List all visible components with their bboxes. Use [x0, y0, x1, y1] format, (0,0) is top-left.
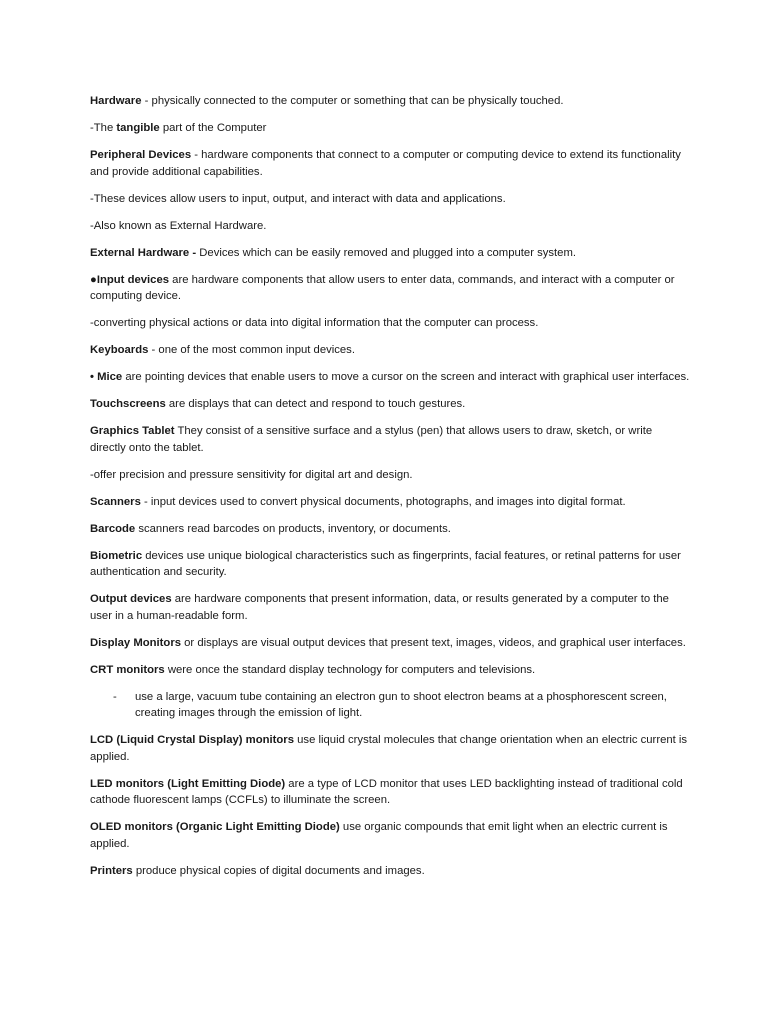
definition: are hardware components that allow users to enter data, commands, and interact with a computer or computing device. — [90, 273, 675, 302]
definition: - physically connected to the computer or something that can be physically touched. — [141, 95, 564, 107]
definition: produce physical copies of digital documents and images. — [132, 864, 425, 877]
term: External Hardware - — [90, 246, 197, 259]
term: OLED monitors (Organic Light Emitting Diode) — [90, 821, 340, 833]
document-body — [90, 93, 690, 890]
definition: Devices which can be easily removed and plugged into a computer system. — [196, 246, 577, 259]
paragraph-note: -These devices allow users to input, output, and interact with data and applications. — [90, 192, 506, 205]
definition: are a type of LCD monitor that uses LED backlighting instead of traditional cold cathode fluorescent lamps (CCFLs) to illuminate the screen. — [90, 777, 683, 806]
paragraph-barcode — [90, 521, 690, 538]
dash-bullet: - — [113, 690, 117, 703]
term: Graphics Tablet — [90, 425, 175, 437]
paragraph-mice — [90, 369, 690, 386]
term: Output devices — [90, 593, 172, 605]
definition: are displays that can detect and respond to touch gestures. — [165, 398, 466, 410]
term: Hardware — [90, 95, 142, 107]
paragraph-keyboards — [90, 342, 690, 359]
definition: - input devices used to convert physical documents, photographs, and images into digital format. — [140, 495, 626, 508]
paragraph-oled-monitors — [90, 819, 690, 852]
term: • Mice — [90, 371, 123, 383]
definition: part of the Computer — [159, 122, 267, 134]
term: tangible — [116, 122, 160, 134]
definition: scanners read barcodes on products, inventory, or documents. — [135, 522, 451, 535]
list-item — [90, 689, 690, 722]
paragraph-peripheral-devices — [90, 147, 690, 180]
paragraph-note: -offer precision and pressure sensitivity for digital art and design. — [90, 468, 413, 481]
definition: use liquid crystal molecules that change orientation when an electric current is applied. — [90, 734, 688, 763]
paragraph-printers — [90, 863, 690, 880]
paragraph-scanners — [90, 494, 690, 511]
definition: devices use unique biological characteristics such as fingerprints, facial features, or retinal patterns for user authentication and security. — [90, 549, 681, 578]
definition: - hardware components that connect to a computer or computing device to extend its functionality and provide additional capabilities. — [90, 149, 681, 178]
term: Touchscreens — [90, 398, 166, 410]
term: Keyboards — [90, 344, 149, 356]
term: ●Input devices — [90, 273, 170, 286]
paragraph-output-devices — [90, 591, 690, 624]
paragraph-input-devices — [90, 272, 690, 305]
term: LED monitors (Light Emitting Diode) — [90, 777, 286, 790]
term: Printers — [90, 864, 133, 877]
prefix: -The — [90, 122, 117, 134]
paragraph-lcd-monitors — [90, 732, 690, 765]
definition: use organic compounds that emit light when an electric current is applied. — [90, 821, 668, 850]
paragraph-hardware — [90, 93, 690, 110]
term: Display Monitors — [90, 636, 182, 649]
paragraph-note: -converting physical actions or data into digital information that the computer can process. — [90, 317, 539, 329]
paragraph-note: -Also known as External Hardware. — [90, 219, 267, 232]
definition: They consist of a sensitive surface and a stylus (pen) that allows users to draw, sketch, or write directly onto the tablet. — [90, 425, 653, 454]
paragraph-display-monitors — [90, 635, 690, 652]
definition: - one of the most common input devices. — [148, 344, 355, 356]
term: Biometric — [90, 549, 143, 562]
term: Peripheral Devices — [90, 149, 192, 161]
paragraph-touchscreens — [90, 396, 690, 413]
definition: or displays are visual output devices that present text, images, videos, and graphical user interfaces. — [181, 636, 686, 649]
paragraph-graphics-tablet — [90, 423, 690, 456]
definition: are hardware components that present information, data, or results generated by a computer to the user in a human-readable form. — [90, 593, 669, 622]
term: Barcode — [90, 522, 136, 535]
definition: are pointing devices that enable users to move a cursor on the screen and interact with graphical user interfaces. — [122, 371, 690, 383]
paragraph-tangible — [90, 120, 690, 137]
list-item-text: use a large, vacuum tube containing an electron gun to shoot electron beams at a phosphorescent screen, creating images through the emission of light. — [135, 690, 667, 719]
paragraph-biometric — [90, 548, 690, 581]
paragraph-crt-monitors — [90, 662, 690, 679]
term: LCD (Liquid Crystal Display) monitors — [90, 734, 294, 746]
term: Scanners — [90, 495, 141, 508]
term: CRT monitors — [90, 663, 165, 676]
paragraph-led-monitors — [90, 776, 690, 809]
definition: were once the standard display technology for computers and televisions. — [164, 663, 536, 676]
paragraph-external-hardware — [90, 245, 690, 262]
